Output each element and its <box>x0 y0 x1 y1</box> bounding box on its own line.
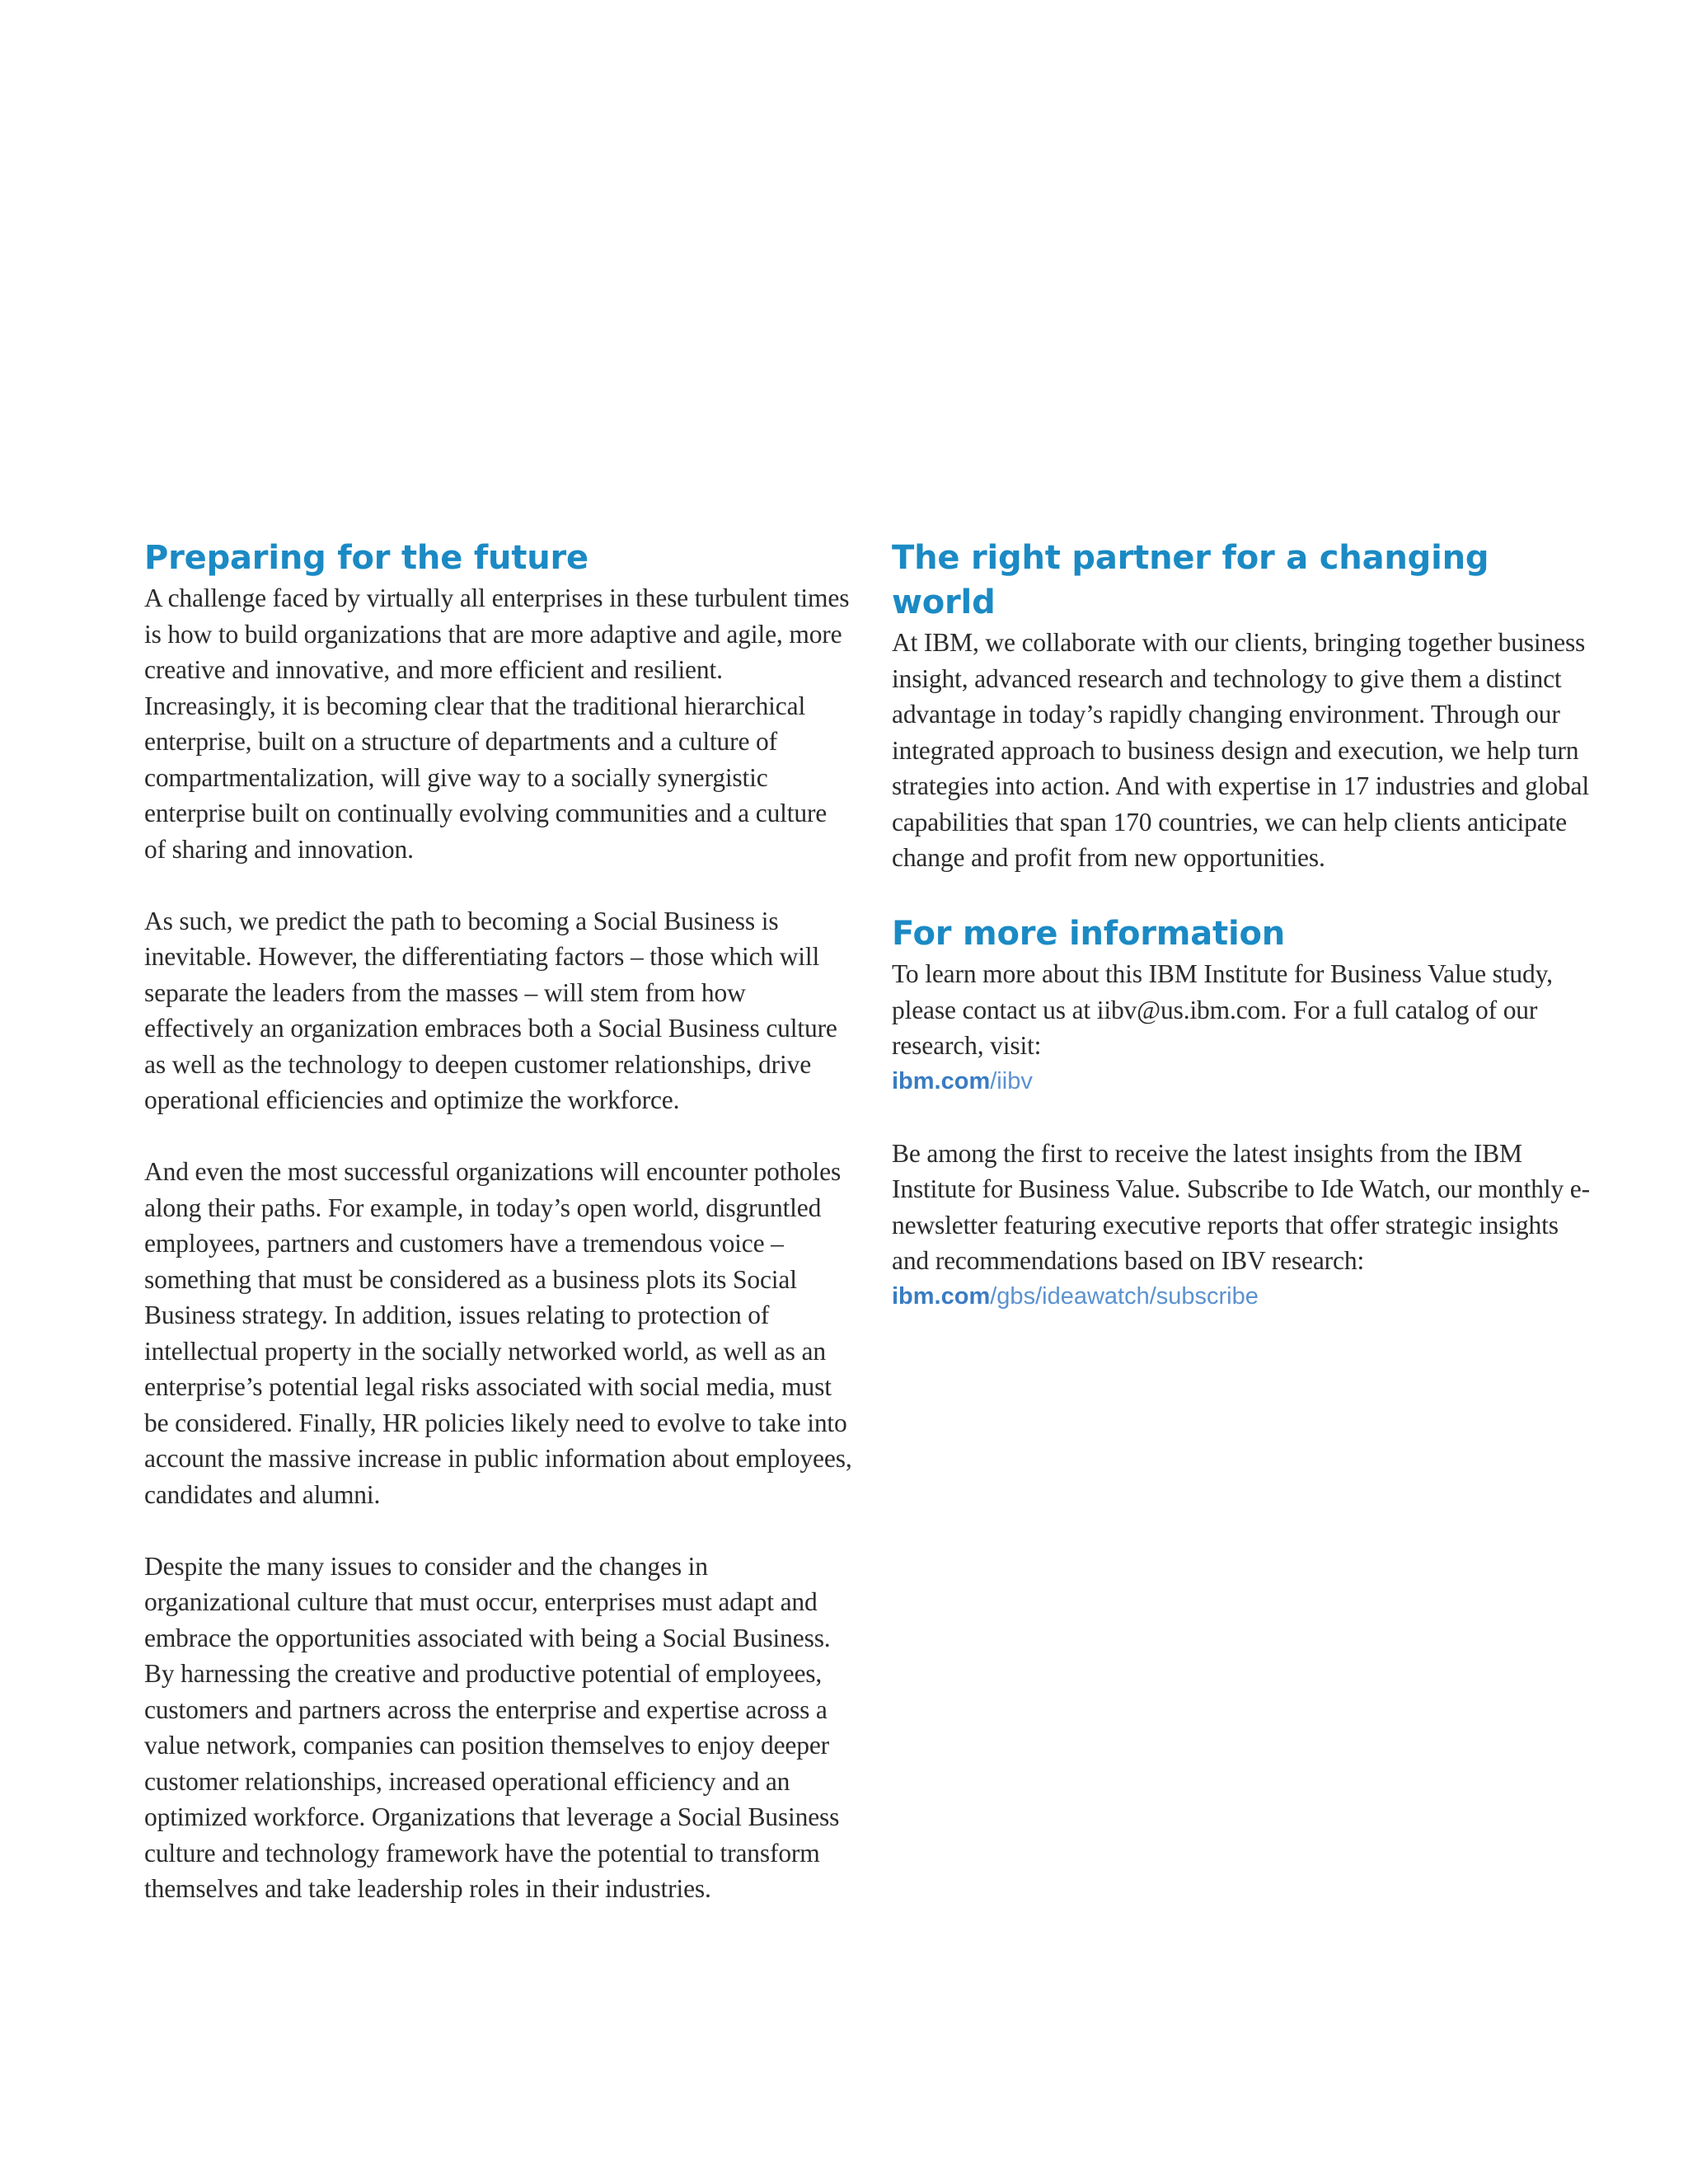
link-ideawatch-subscribe[interactable] <box>892 1279 1601 1315</box>
paragraph-challenge: A challenge faced by virtually all enterprises in these turbulent times is how to build organizations that are more adaptive and agile, more creative and innovative, and more efficient and resilient. Increasingly, it is becoming clear that the traditional hierarchical enterprise, built on a structure of departments and a culture of compartmentalization, will give way to a socially synergistic enterprise built on continually evolving communities and a culture of sharing and innovation. <box>144 583 850 864</box>
link-iibv-path[interactable]: /iibv <box>990 1067 1033 1094</box>
section-heading-preparing: Preparing for the future <box>144 539 588 577</box>
link-ideawatch-host[interactable]: ibm.com <box>892 1282 991 1310</box>
section-heading-partner: The right partner for a changing world <box>892 539 1489 621</box>
link-ideawatch-path[interactable]: /gbs/ideawatch/subscribe <box>990 1282 1259 1310</box>
paragraph-potholes: And even the most successful organizations will encounter potholes along their paths. For example, in today’s open world, disgruntled employees, partners and customers have a tremendous voice – something that must be considered as a business plots its Social Business strategy. In addition, issues relating to protection of intellectual property in the socially networked world, as well as an enterprise’s potential legal risks associated with social media, must be considered. Finally, HR policies likely need to evolve to take into account the massive increase in public information about employees, candidates and alumni. <box>144 1157 852 1509</box>
paragraph-ibm-partner: At IBM, we collaborate with our clients, bringing together business insight, advanced research and technology to give them a distinct advantage in today’s rapidly changing environment. Through our integrated approach to business design and execution, we help turn strategies into action. And with expertise in 17 industries and global capabilities that span 170 countries, we can help clients anticipate change and profit from new opportunities. <box>892 628 1589 872</box>
right-column <box>892 536 1601 1315</box>
paragraph-social-business-path: As such, we predict the path to becoming a Social Business is inevitable. However, the differentiating factors – those which will separate the leaders from the masses – will stem from how effectively an organization embraces both a Social Business culture as well as the technology to deepen customer relationships, drive operational efficiencies and optimize the workforce. <box>144 906 837 1114</box>
paragraph-conclusion: Despite the many issues to consider and the changes in organizational culture that must occur, enterprises must adapt and embrace the opportunities associated with being a Social Business. By harnessing the creative and productive potential of employees, customers and partners across the enterprise and expertise across a value network, companies can position themselves to enjoy deeper customer relationships, increased operational efficiency and an optimized workforce. Organizations that leverage a Social Business culture and technology framework have the potential to transform themselves and take leadership roles in their industries. <box>144 1551 840 1903</box>
section-heading-more-info: For more information <box>892 915 1286 953</box>
link-iibv-host[interactable]: ibm.com <box>892 1067 991 1094</box>
link-iibv[interactable] <box>892 1064 1601 1100</box>
paragraph-contact: To learn more about this IBM Institute for Business Value study, please contact us at iibv@us.ibm.com. For a full catalog of our research, visit: <box>892 959 1553 1060</box>
left-column <box>144 536 853 1907</box>
paragraph-subscribe: Be among the first to receive the latest insights from the IBM Institute for Business Value. Subscribe to Ide Watch, our monthly e-newsletter featuring executive reports that offer strategic insights and recommendations based on IBV research: <box>892 1138 1590 1275</box>
